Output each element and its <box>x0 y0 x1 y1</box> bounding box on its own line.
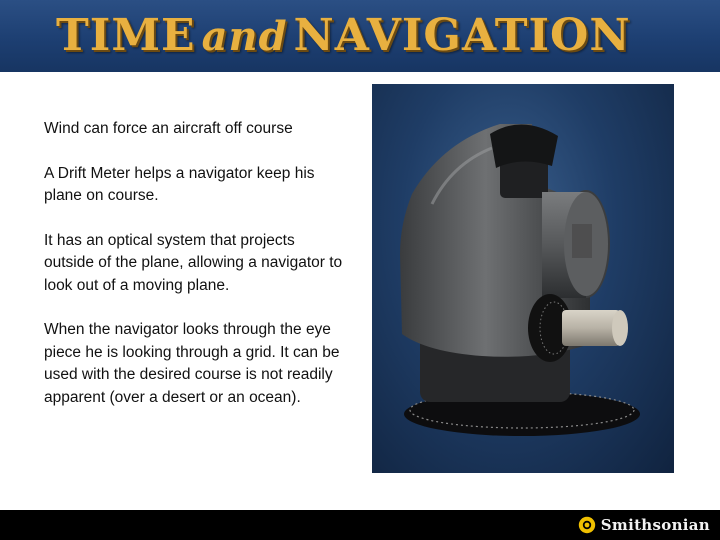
body-text <box>44 118 344 431</box>
title-part-time: TIME <box>56 10 196 61</box>
paragraph-3: It has an optical system that projects outside of the plane, allowing a navigator to look out of a moving plane. <box>44 231 343 294</box>
drift-meter-photo <box>372 84 674 473</box>
smithsonian-logo <box>578 510 710 540</box>
light-tube <box>562 310 620 346</box>
drift-meter-illustration <box>372 84 674 473</box>
paragraph-1: Wind can force an aircraft off course <box>44 120 293 137</box>
footer-bar <box>0 510 720 540</box>
smithsonian-sun-icon <box>578 516 596 534</box>
light-tube-end <box>612 310 628 346</box>
paragraph-2: A Drift Meter helps a navigator keep his plane on course. <box>44 164 315 204</box>
page-title <box>56 8 631 64</box>
paragraph-4: When the navigator looks through the eye piece he is looking through a grid. It can be used with the desired course is not readily apparent (over a desert or an ocean). <box>44 321 340 406</box>
smithsonian-wordmark: Smithsonian <box>600 516 710 534</box>
title-part-and: and <box>201 13 288 60</box>
name-plate <box>572 224 592 258</box>
title-part-navigation: NAVIGATION <box>293 10 631 61</box>
header-banner <box>0 0 720 72</box>
